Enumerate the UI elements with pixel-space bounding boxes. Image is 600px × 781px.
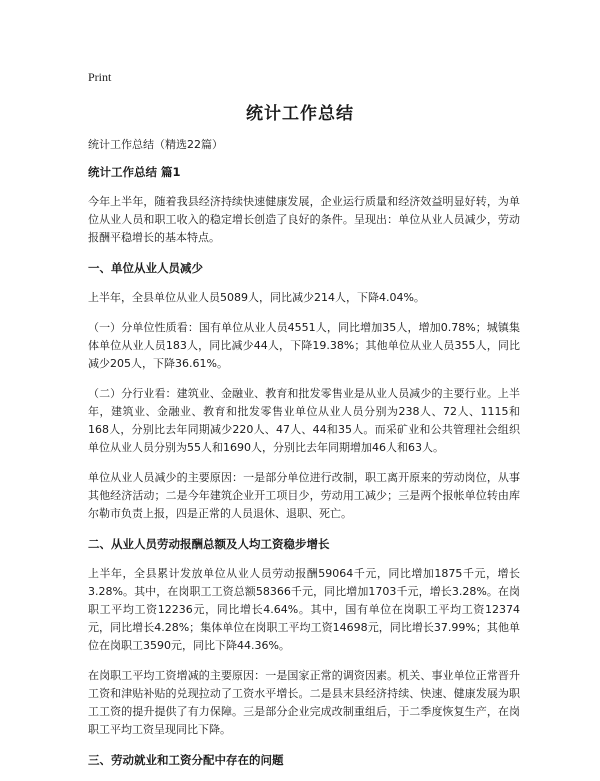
section-1-paragraph-3: （二）分行业看：建筑业、金融业、教育和批发零售业是从业人员减少的主要行业。上半年，建筑业、金融业、教育和批发零售业单位从业人员分别为238人、72人、1115和168人，分别比去年同期减少220人、47人、44和35人。而采矿业和公共管理社会组织单位从业人员分别为55人和1690人，分别比去年同期增加46人和63人。 [88, 387, 520, 454]
print-link[interactable]: Print [88, 70, 112, 84]
section-3-heading: 三、劳动就业和工资分配中存在的问题 [88, 753, 284, 767]
intro-paragraph: 今年上半年，随着我县经济持续快速健康发展，企业运行质量和经济效益明显好转，为单位从业人员和职工收入的稳定增长创造了良好的条件。呈现出：单位从业人员减少，劳动报酬平稳增长的基本特点。 [88, 195, 520, 244]
section-1-paragraph-2: （一）分单位性质看：国有单位从业人员4551人，同比增加35人，增加0.78%；城镇集体单位从业人员183人，同比减少44人，下降19.38%；其他单位从业人员355人，同比减少205人，下降36.61%。 [88, 321, 520, 370]
section-1-heading: 一、单位从业人员减少 [88, 261, 203, 275]
section-1-paragraph-4: 单位从业人员减少的主要原因：一是部分单位进行改制，职工离开原来的劳动岗位，从事其他经济活动；二是今年建筑企业开工项目少，劳动用工减少；三是两个报帐单位转由库尔勒市负责上报，四是正常的人员退休、退职、死亡。 [88, 471, 520, 520]
section-2-heading: 二、从业人员劳动报酬总额及人均工资稳步增长 [88, 537, 330, 551]
article-subtitle: 统计工作总结（精选22篇） [88, 138, 223, 151]
section-1-paragraph-1: 上半年，全县单位从业人员5089人，同比减少214人，下降4.04%。 [88, 291, 425, 304]
article-body [88, 136, 520, 781]
section-2-paragraph-1: 上半年，全县累计发放单位从业人员劳动报酬59064千元，同比增加1875千元，增长3.28%。其中，在岗职工工资总额58366千元，同比增加1703千元，增长3.28%。在岗职工平均工资12236元，同比增长4.64%。其中，国有单位在岗职工平均工资12374元，同比增长4.28%；集体单位在岗职工平均工资14698元，同比增长37.99%；其他单位在岗职工3590元，同比下降44.36%。 [88, 567, 520, 652]
page-title: 统计工作总结 [246, 104, 354, 124]
article-heading: 统计工作总结 篇1 [88, 165, 181, 179]
section-2-paragraph-2: 在岗职工平均工资增减的主要原因：一是国家正常的调资因素。机关、事业单位正常晋升工资和津贴补贴的兑现拉动了工资水平增长。二是县末县经济持续、快速、健康发展为职工工资的提升提供了有力保障。三是部分企业完成改制重组后，于二季度恢复生产，在岗职工平均工资呈现同比下降。 [88, 669, 520, 736]
